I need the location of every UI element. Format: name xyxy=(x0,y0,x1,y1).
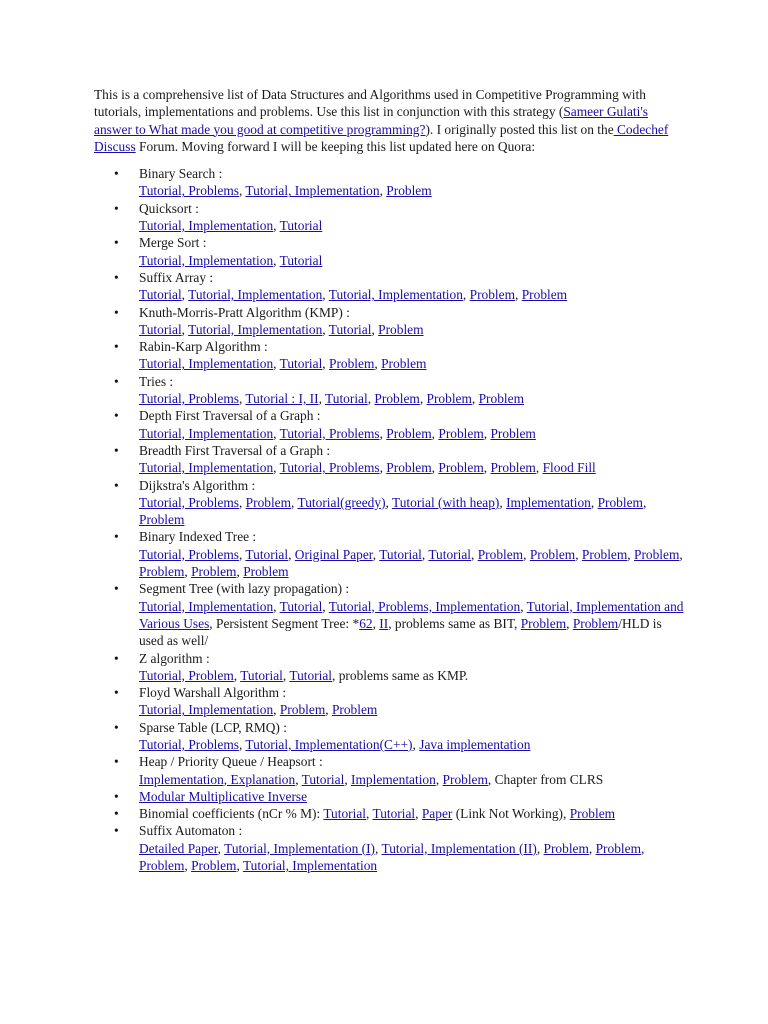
text-run: , problems same as BIT, xyxy=(388,615,521,631)
problem-link[interactable]: Problem xyxy=(378,321,424,337)
problem-link[interactable]: Problem xyxy=(477,546,524,562)
topic-links xyxy=(139,494,684,529)
text-run: , xyxy=(590,494,598,510)
topic-item xyxy=(94,805,684,822)
problem-link[interactable]: Problem xyxy=(331,702,378,718)
text-run: , xyxy=(523,546,530,562)
topic-links xyxy=(139,701,684,718)
topic-links xyxy=(139,598,684,650)
text-run: Forum. Moving forward I will be keeping this list updated here on Quora: xyxy=(135,138,536,154)
topic-title: • Quicksort : xyxy=(139,200,199,216)
text-run: , xyxy=(372,546,380,562)
text-run: , xyxy=(181,287,189,303)
modular-multiplicative-inverse-link[interactable]: Modular Multiplicative Inverse xyxy=(139,788,308,804)
tutorial-implementation-link[interactable]: Tutorial, Implementation xyxy=(242,858,378,874)
text-run: , xyxy=(566,615,573,631)
text-run: , xyxy=(371,321,379,337)
text-run: , xyxy=(236,564,244,580)
topic-item xyxy=(94,580,684,649)
text-run: Binomial coefficients (nCr % M): xyxy=(139,806,324,822)
tutorial-link[interactable]: Tutorial xyxy=(139,321,182,337)
topic-item xyxy=(94,719,684,754)
problem-link[interactable]: Problem xyxy=(386,183,432,199)
text-run: , Persistent Segment Tree: * xyxy=(209,615,360,631)
topic-links xyxy=(139,546,684,581)
text-run: , xyxy=(273,702,280,718)
problem-link[interactable]: Problem xyxy=(490,425,536,441)
topic-links xyxy=(139,252,684,269)
topic-links xyxy=(139,805,684,822)
tutorial-problem-link[interactable]: Tutorial, Problem xyxy=(139,667,234,683)
topic-item xyxy=(94,407,684,442)
implementation-link[interactable]: Implementation xyxy=(351,771,436,787)
problem-link[interactable]: Problem xyxy=(529,546,576,562)
text-run: This is a comprehensive list of Data Structures and Algorithms used in Competitive Programming with tutorials, implementations and problems. Use this list in conjunction with this strategy ( xyxy=(94,87,646,120)
text-run: , xyxy=(431,425,439,441)
problem-link[interactable]: Problem xyxy=(634,546,680,562)
text-run: , xyxy=(318,391,326,407)
text-run: , xyxy=(419,391,427,407)
problem-link[interactable]: Problem xyxy=(442,771,488,787)
topic-title: • Segment Tree (with lazy propagation) : xyxy=(139,581,350,597)
tutorial-implementation-link[interactable]: Tutorial, Implementation xyxy=(139,425,274,441)
tutorial-problems-implementation-link[interactable]: Tutorial, Problems, Implementation xyxy=(328,598,521,614)
tutorial-problems-link[interactable]: Tutorial, Problems xyxy=(279,460,380,476)
text-run: /HLD is used as well/ xyxy=(139,615,662,649)
topic-item xyxy=(94,304,684,339)
tutorial-link[interactable]: Tutorial xyxy=(139,287,182,303)
text-run: , xyxy=(627,546,634,562)
java-implementation-link[interactable]: Java implementation xyxy=(419,736,531,752)
text-run: , xyxy=(282,667,290,683)
codechef-discuss-link[interactable]: Codechef Discuss xyxy=(94,121,669,154)
problem-link[interactable]: Problem xyxy=(139,512,185,528)
text-run: , xyxy=(184,858,192,874)
text-run: , xyxy=(273,425,280,441)
text-run: , xyxy=(462,287,470,303)
topic-title: • Merge Sort : xyxy=(139,235,207,251)
tutorial-with-heap-link[interactable]: Tutorial (with heap) xyxy=(392,494,500,510)
tutorial-link[interactable]: Tutorial xyxy=(379,546,422,562)
problem-link[interactable]: Problem xyxy=(569,806,616,822)
text-run: , xyxy=(375,840,382,856)
topic-title: • Suffix Automaton : xyxy=(139,823,243,839)
text-run: , xyxy=(238,546,246,562)
text-run: , xyxy=(412,736,420,752)
text-run: , xyxy=(238,183,246,199)
tutorial-link[interactable]: Tutorial xyxy=(301,771,345,787)
problem-link[interactable]: Problem xyxy=(520,615,567,631)
text-run: , xyxy=(273,460,280,476)
topic-item xyxy=(94,477,684,529)
problem-link[interactable]: Problem xyxy=(139,858,185,874)
tutorial-implementation-link[interactable]: Tutorial, Implementation xyxy=(188,287,323,303)
text-run: , xyxy=(415,806,422,822)
tutorial-problems-link[interactable]: Tutorial, Problems xyxy=(139,494,239,510)
document-body xyxy=(94,86,684,874)
text-run: , xyxy=(435,771,443,787)
problem-link[interactable]: Problem xyxy=(386,460,432,476)
topic-links xyxy=(139,321,684,338)
tutorial-implementation-c-link[interactable]: Tutorial, Implementation(C++) xyxy=(245,736,413,752)
tutorial-implementation-link[interactable]: Tutorial, Implementation xyxy=(245,183,380,199)
text-run: , xyxy=(421,546,429,562)
topic-item xyxy=(94,442,684,477)
topic-item xyxy=(94,528,684,580)
text-run: , xyxy=(288,546,295,562)
text-run: , xyxy=(273,252,280,268)
text-run: , xyxy=(471,391,479,407)
text-run: , xyxy=(217,840,225,856)
text-run: , xyxy=(238,736,246,752)
tutorial-problems-link[interactable]: Tutorial, Problems xyxy=(279,425,380,441)
text-run: , Chapter from CLRS xyxy=(487,771,604,787)
text-run: , xyxy=(236,858,243,874)
tutorial-implementation-link[interactable]: Tutorial, Implementation xyxy=(328,287,463,303)
topic-links xyxy=(139,459,684,476)
paper-link[interactable]: Paper xyxy=(421,806,453,822)
topic-title: • Heap / Priority Queue / Heapsort : xyxy=(139,754,323,770)
topic-title: • Depth First Traversal of a Graph : xyxy=(139,408,321,424)
text-run: , xyxy=(483,425,491,441)
topic-item xyxy=(94,788,684,805)
problem-link[interactable]: Problem xyxy=(426,391,472,407)
tutorial-implementation-link[interactable]: Tutorial, Implementation xyxy=(139,218,274,234)
problem-link[interactable]: Problem xyxy=(478,391,524,407)
text-run: , xyxy=(184,564,192,580)
text-run: , xyxy=(379,425,387,441)
text-run: , xyxy=(575,546,582,562)
topic-links xyxy=(139,667,684,684)
tutorial-link[interactable]: Tutorial xyxy=(323,806,367,822)
topic-links xyxy=(139,390,684,407)
tutorial-problems-link[interactable]: Tutorial, Problems xyxy=(139,391,239,407)
tutorial-link[interactable]: Tutorial xyxy=(279,252,323,268)
topic-item xyxy=(94,373,684,408)
text-run: , xyxy=(379,460,387,476)
text-run: , xyxy=(588,840,596,856)
text-run: (Link Not Working), xyxy=(452,806,570,822)
tutorial-implementation-link[interactable]: Tutorial, Implementation xyxy=(139,460,274,476)
tutorial-implementation-link[interactable]: Tutorial, Implementation xyxy=(139,356,274,372)
text-run: , xyxy=(344,771,352,787)
topic-links xyxy=(139,425,684,442)
problem-link[interactable]: Problem xyxy=(438,460,484,476)
topic-links xyxy=(139,355,684,372)
topic-list xyxy=(94,165,684,874)
problem-link[interactable]: Problem xyxy=(381,356,427,372)
problem-link[interactable]: Problem xyxy=(469,287,516,303)
tutorial-implementation-link[interactable]: Tutorial, Implementation xyxy=(188,321,323,337)
tutorial-link[interactable]: Tutorial xyxy=(289,667,333,683)
text-run: , xyxy=(642,494,647,510)
text-run: , xyxy=(679,546,683,562)
topic-title: • Dijkstra's Algorithm : xyxy=(139,477,256,493)
tutorial-link[interactable]: Tutorial xyxy=(279,356,323,372)
problem-link[interactable]: Problem xyxy=(521,287,568,303)
problem-link[interactable]: Problem xyxy=(595,840,641,856)
text-run: , xyxy=(471,546,478,562)
flood-fill-link[interactable]: Flood Fill xyxy=(542,460,596,476)
text-run: , xyxy=(520,598,527,614)
topic-title: • Floyd Warshall Algorithm : xyxy=(139,685,287,701)
topic-title: • Binary Indexed Tree : xyxy=(139,529,257,545)
text-run: , xyxy=(499,494,507,510)
problem-link[interactable]: Problem xyxy=(191,858,237,874)
text-run: , xyxy=(379,183,387,199)
text-run: , xyxy=(238,494,246,510)
tutorial-greedy-link[interactable]: Tutorial(greedy) xyxy=(297,494,386,510)
topic-item xyxy=(94,684,684,719)
text-run: , xyxy=(367,391,375,407)
62-link[interactable]: 62 xyxy=(359,615,373,631)
topic-item xyxy=(94,822,684,874)
topic-title: • Binary Search : xyxy=(139,166,223,182)
text-run: , xyxy=(295,771,302,787)
problem-link[interactable]: Problem xyxy=(245,494,292,510)
topic-title: • Sparse Table (LCP, RMQ) : xyxy=(139,719,287,735)
problem-link[interactable]: Problem xyxy=(597,494,643,510)
text-run: , xyxy=(322,598,329,614)
text-run: , xyxy=(322,356,329,372)
text-run: , xyxy=(273,218,280,234)
topic-title: • Z algorithm : xyxy=(139,650,210,666)
tutorial-implementation-link[interactable]: Tutorial, Implementation xyxy=(139,702,274,718)
problem-link[interactable]: Problem xyxy=(438,425,484,441)
tutorial-link[interactable]: Tutorial xyxy=(372,806,416,822)
topic-links xyxy=(139,771,684,788)
text-run: , xyxy=(322,321,329,337)
problem-link[interactable]: Problem xyxy=(329,356,375,372)
topic-item xyxy=(94,269,684,304)
tutorial-link[interactable]: Tutorial xyxy=(279,218,323,234)
problem-link[interactable]: Problem xyxy=(490,460,536,476)
text-run: , xyxy=(238,391,246,407)
text-run: , xyxy=(536,840,544,856)
text-run: , xyxy=(431,460,439,476)
tutorial-implementation-link[interactable]: Tutorial, Implementation xyxy=(139,598,274,614)
problem-link[interactable]: Problem xyxy=(243,564,289,580)
topic-title: • Knuth-Morris-Pratt Algorithm (KMP) : xyxy=(139,304,350,320)
text-run: , xyxy=(233,667,241,683)
text-run: , xyxy=(372,615,380,631)
topic-links xyxy=(139,217,684,234)
text-run: , xyxy=(515,287,522,303)
tutorial-implementation-i-link[interactable]: Tutorial, Implementation (I) xyxy=(224,840,376,856)
topic-item xyxy=(94,650,684,685)
intro-paragraph xyxy=(94,86,684,155)
tutorial-link[interactable]: Tutorial xyxy=(328,321,372,337)
text-run: , xyxy=(366,806,373,822)
topic-links xyxy=(139,182,684,199)
topic-item xyxy=(94,338,684,373)
topic-title: • Rabin-Karp Algorithm : xyxy=(139,339,268,355)
tutorial-implementation-link[interactable]: Tutorial, Implementation xyxy=(139,252,274,268)
topic-item xyxy=(94,200,684,235)
text-run: , xyxy=(181,321,189,337)
text-run: , xyxy=(385,494,392,510)
topic-links xyxy=(139,788,684,805)
ii-link[interactable]: II xyxy=(379,615,389,631)
problem-link[interactable]: Problem xyxy=(279,702,326,718)
text-run: , xyxy=(325,702,332,718)
tutorial-problems-link[interactable]: Tutorial, Problems xyxy=(139,183,239,199)
text-run: , xyxy=(273,356,280,372)
tutorial-link[interactable]: Tutorial xyxy=(325,391,368,407)
sameer-gulati-s-answer-to-what-made-you-good-at-competitive-programming-link[interactable]: Sameer Gulati's answer to What made you good at competitive programming? xyxy=(94,104,648,137)
text-run: , xyxy=(374,356,382,372)
problem-link[interactable]: Problem xyxy=(139,564,185,580)
problem-link[interactable]: Problem xyxy=(374,391,420,407)
tutorial-link[interactable]: Tutorial xyxy=(240,667,283,683)
topic-title: • Tries : xyxy=(139,373,174,389)
topic-title: • Breadth First Traversal of a Graph : xyxy=(139,442,331,458)
text-run: ). I originally posted this list on the xyxy=(425,121,614,137)
tutorial-problems-link[interactable]: Tutorial, Problems xyxy=(139,546,239,562)
implementation-link[interactable]: Implementation xyxy=(506,494,591,510)
text-run: , xyxy=(535,460,543,476)
text-run: , xyxy=(273,598,280,614)
text-run: , xyxy=(483,460,491,476)
tutorial-link[interactable]: Tutorial xyxy=(428,546,472,562)
original-paper-link[interactable]: Original Paper xyxy=(294,546,373,562)
detailed-paper-link[interactable]: Detailed Paper xyxy=(139,840,218,856)
topic-item xyxy=(94,234,684,269)
problem-link[interactable]: Problem xyxy=(543,840,589,856)
topic-title: • Suffix Array : xyxy=(139,269,214,285)
problem-link[interactable]: Problem xyxy=(572,615,619,631)
text-run: , xyxy=(291,494,298,510)
problem-link[interactable]: Problem xyxy=(191,564,237,580)
text-run: , xyxy=(641,840,645,856)
tutorial-problems-link[interactable]: Tutorial, Problems xyxy=(139,736,239,752)
problem-link[interactable]: Problem xyxy=(581,546,628,562)
tutorial-link[interactable]: Tutorial xyxy=(279,598,323,614)
tutorial-implementation-and-various-uses-link[interactable]: Tutorial, Implementation and Various Uses xyxy=(139,598,684,631)
topic-item xyxy=(94,753,684,788)
topic-links xyxy=(139,286,684,303)
topic-links xyxy=(139,840,684,875)
text-run: , problems same as KMP. xyxy=(332,667,469,683)
problem-link[interactable]: Problem xyxy=(386,425,432,441)
topic-links xyxy=(139,736,684,753)
tutorial-i-ii-link[interactable]: Tutorial : I, II xyxy=(245,391,319,407)
tutorial-link[interactable]: Tutorial xyxy=(245,546,289,562)
tutorial-implementation-ii-link[interactable]: Tutorial, Implementation (II) xyxy=(381,840,537,856)
implementation-explanation-link[interactable]: Implementation, Explanation xyxy=(139,771,296,787)
topic-item xyxy=(94,165,684,200)
text-run: , xyxy=(322,287,329,303)
